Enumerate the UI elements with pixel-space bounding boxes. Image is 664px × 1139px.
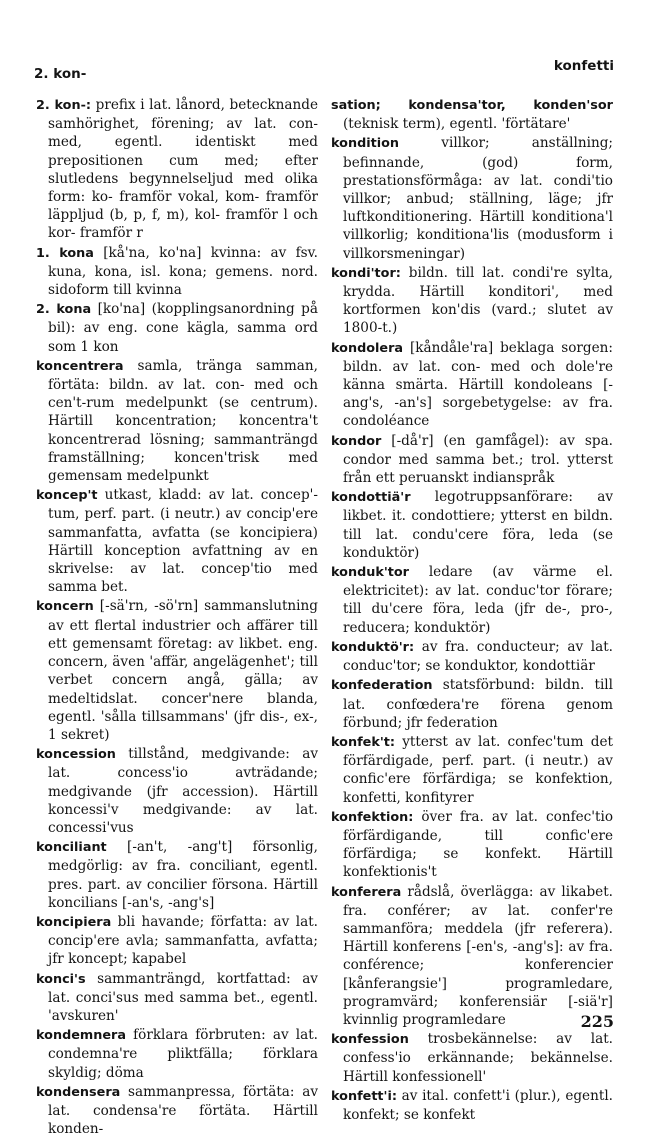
header-left-guide-word: 2. kon- — [34, 66, 87, 82]
dictionary-entry — [331, 488, 613, 562]
entry-headword: kondolera — [331, 340, 404, 356]
dictionary-entry — [36, 597, 318, 744]
entry-definition: statsförbund: bildn. till lat. confœdera're förena genom förbund; jfr federation — [343, 677, 613, 731]
entry-definition: bildn. till lat. condi're sylta, krydda. Härtill konditori', med kortformen kon'dis (vard.; slutet av 1800-t.) — [343, 264, 613, 337]
entry-headword: konciliant — [36, 840, 107, 856]
entry-definition: samla, tränga samman, förtäta: bildn. av lat. con- med och cen't-rum medelpunkt (se centrum). Härtill koncentration; koncentra't koncentrerad lösning; sammanträngd framställning; koncen'trisk med gemensam medelpunkt — [48, 357, 318, 485]
entry-headword: konfederation — [331, 678, 433, 694]
entry-definition: trosbekännelse: av lat. confess'io erkännande; bekännelse. Härtill konfessionell' — [343, 1031, 613, 1085]
dictionary-entry — [331, 96, 613, 133]
entry-definition: tillstånd, medgivande: av lat. concess'io avträdande; medgivande (jfr accession). Härtill koncessi'v medgivande: av lat. concessi'vus — [48, 746, 318, 836]
dictionary-entry — [36, 486, 318, 596]
entry-definition: legotruppsanförare: av likbet. it. condottiere; ytterst en bildn. till lat. condu'cere föra, leda (se konduktör) — [343, 489, 613, 561]
entry-headword: koncep't — [36, 488, 98, 504]
entry-headword: konfett'i: — [331, 1088, 397, 1104]
entry-headword: koncipiera — [36, 914, 112, 930]
entry-headword: kondottiä'r — [331, 490, 411, 506]
dictionary-entry — [331, 808, 613, 882]
entry-definition: [-då'r] (en gamfågel): av spa. condor med samma bet.; trol. ytterst från ett peruanskt indianspråk — [343, 432, 613, 487]
dictionary-entry — [36, 357, 318, 485]
entry-definition: bli havande; författa: av lat. concip'ere avla; sammanfatta, avfatta; jfr koncept; kapabel — [48, 913, 318, 968]
entry-headword: kondor — [331, 433, 382, 449]
entry-definition: prefix i lat. lånord, betecknande samhörighet, förening; av lat. con- med, egentl. identiskt med prepositionen cum med; efter slutledens begynnelseljud med olika form: ko- framför vokal, kom- framför läppljud (b, p, f, m), kol- framför l och kor- framför r — [48, 97, 318, 242]
entry-headword: konduktö'r: — [331, 639, 415, 655]
entry-definition: ledare (av värme el. elektricitet): av lat. conduc'tor förare; till du'cere föra, leda (jfr de-, pro-, reducera; konduktör) — [343, 564, 613, 636]
entry-definition: sammanpressa, förtäta: av lat. condensa're förtäta. Härtill konden- — [48, 1083, 318, 1138]
dictionary-entry — [331, 339, 613, 431]
dictionary-entry — [331, 1030, 613, 1086]
running-header — [34, 58, 614, 80]
entry-headword: kondi'tor: — [331, 265, 401, 281]
entry-headword: konci's — [36, 971, 86, 987]
entry-definition: villkor; anställning; befinnande, (god) form, prestationsförmåga: av lat. condi'tio villkor; anbud; ställning, läge; jfr luftkonditionering. Härtill konditiona'l villkorlig; konditiona'lis (modusform i villkorsmeningar) — [343, 135, 614, 262]
header-right-guide-word: konfetti — [553, 58, 614, 74]
dictionary-entry — [36, 838, 318, 912]
entry-headword: konduk'tor — [331, 565, 409, 581]
entry-headword: sation; kondensa'tor, konden'sor — [331, 98, 613, 113]
entry-definition: [-sä'rn, -sö'rn] sammanslutning av ett flertal industrier och affärer till ett gemensamt företag: av likbet. eng. concern, även 'affär, angelägenhet'; till verbet concern angå, gälla; av medeltidslat. concer'nere blanda, egentl. 'sålla tillsammans' (jfr dis-, ex-, 1 sekret) — [48, 598, 318, 743]
entry-headword: koncern — [36, 599, 94, 615]
entry-definition: förklara förbruten: av lat. condemna're pliktfälla; förklara skyldig; döma — [48, 1027, 318, 1081]
entry-headword: konferera — [331, 884, 402, 900]
entry-headword: koncentrera — [36, 358, 124, 374]
dictionary-entry — [36, 1083, 318, 1139]
entry-headword: konfektion: — [331, 809, 414, 825]
dictionary-entry — [36, 96, 318, 243]
entry-definition: ytterst av lat. confec'tum det förfärdigade, perf. part. (i neutr.) av confic'ere förfärdiga; se konfektion, konfetti, konfityrer — [343, 733, 614, 806]
dictionary-entry — [36, 300, 318, 356]
entry-definition: av ital. confett'i (plur.), egentl. konfekt; se konfekt — [343, 1087, 613, 1123]
left-column — [36, 96, 318, 1139]
entry-definition: [kå'na, ko'na] kvinna: av fsv. kuna, kona, isl. kona; gemens. nord. sidoform till kvinna — [48, 244, 318, 299]
entry-headword: kondition — [331, 136, 400, 152]
dictionary-entry — [36, 745, 318, 837]
dictionary-entry — [36, 244, 318, 300]
dictionary-entry — [36, 913, 318, 969]
dictionary-entry — [331, 432, 613, 488]
dictionary-entry — [331, 264, 613, 338]
right-column — [331, 96, 613, 1125]
dictionary-entry — [36, 970, 318, 1026]
dictionary-entry — [331, 134, 613, 262]
entry-headword: koncession — [36, 747, 116, 763]
entry-headword: 2. kon-: — [36, 98, 92, 113]
entry-headword: kondensera — [36, 1084, 121, 1100]
entry-headword: konfession — [331, 1032, 409, 1048]
page-number: 225 — [580, 1012, 614, 1031]
dictionary-entry — [331, 733, 613, 807]
dictionary-entry — [331, 638, 613, 675]
entry-headword: konfek't: — [331, 734, 395, 750]
entry-definition: (teknisk term), egentl. 'förtätare' — [343, 116, 571, 133]
entry-definition: av fra. conducteur; av lat. conduc'tor; se konduktor, kondottiär — [343, 638, 613, 675]
entry-definition: sammanträngd, kortfattad: av lat. conci'sus med samma bet., egentl. 'avskuren' — [48, 970, 318, 1024]
dictionary-entry — [331, 563, 613, 637]
entry-definition: [kåndåle'ra] beklaga sorgen: bildn. av lat. con- med och dole're känna smärta. Härtill kondoleans [-ang's, -an's] sorgebetygelse: av fra. condoléance — [343, 339, 613, 430]
entry-definition: [-an't, -ang't] försonlig, medgörlig: av fra. conciliant, egentl. pres. part. av concilier försona. Härtill koncilians [-an's, -ang's] — [48, 839, 318, 911]
entry-headword: 1. kona — [36, 245, 94, 261]
entry-definition: [ko'na] (kopplingsanordning på bil): av eng. cone kägla, samma ord som 1 kon — [48, 301, 318, 355]
entry-definition: över fra. av lat. confec'tio förfärdigande, till confic'ere förfärdiga; se konfekt. Härtill konfektionis't — [343, 808, 613, 881]
entry-definition: utkast, kladd: av lat. concep'-tum, perf. part. (i neutr.) av concip'ere sammanfatta, avfatta (se koncipiera) Härtill konception avfattning av en skrivelse: av lat. concep'tio med samma bet. — [48, 487, 318, 596]
dictionary-entry — [331, 676, 613, 732]
dictionary-entry — [331, 883, 613, 1030]
dictionary-entry — [36, 1026, 318, 1082]
entry-headword: kondemnera — [36, 1028, 126, 1044]
entry-definition: rådslå, överlägga: av likabet. fra. conférer; av lat. confer're sammanföra; meddela (jfr referera). Härtill konferens [-en's, -ang's]: av fra. conférence; konferencier [kånferangsie'] programledare, programvärd; konferensiär [-siä'r] kvinnlig programledare — [343, 883, 613, 1028]
entry-headword: 2. kona — [36, 302, 92, 318]
dictionary-entry — [331, 1087, 613, 1124]
